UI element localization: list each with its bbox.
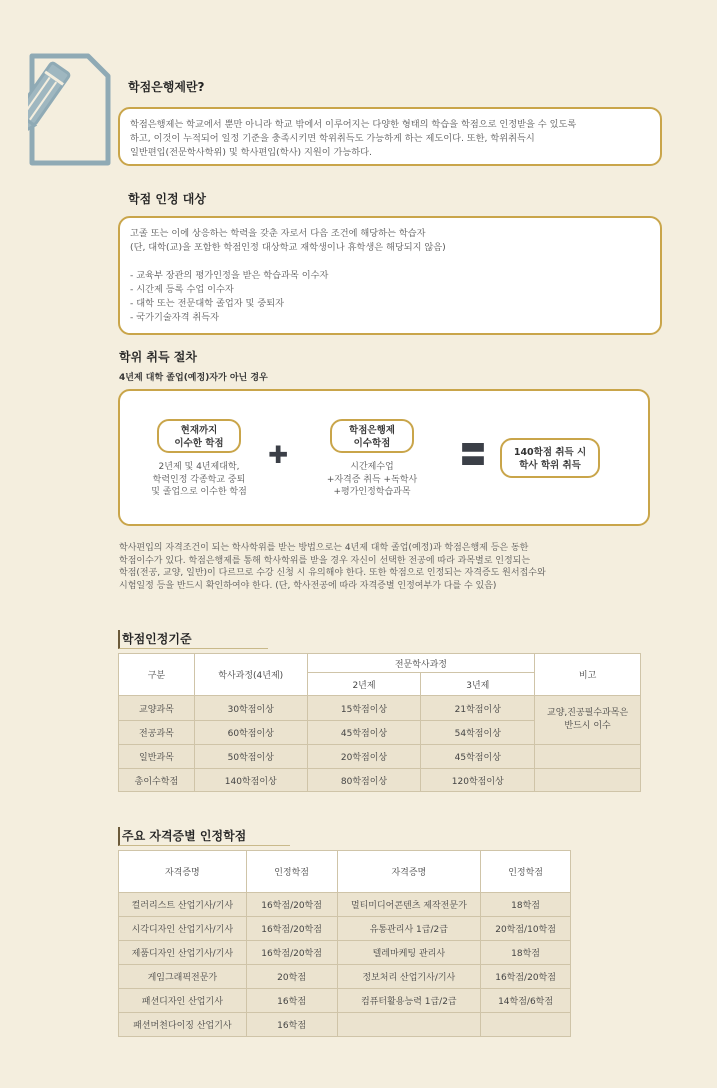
target-item: - 시간제 등록 수업 이수자	[130, 284, 234, 295]
cert-credit: 16학점	[246, 989, 337, 1013]
row-name: 총이수학점	[119, 769, 195, 792]
target-item: - 대학 또는 전문대학 졸업자 및 중퇴자	[130, 298, 284, 309]
result-box	[500, 438, 600, 478]
intro-line: 학점은행제는 학교에서 뿐만 아니라 학교 밖에서 이루어지는 다양한 형태의 학습을 학점으로 인정받을 수 있도록	[130, 119, 577, 130]
procedure-note	[119, 542, 679, 592]
target-line: 고졸 또는 이에 상응하는 학력을 갖춘 자로서 다음 조건에 해당하는 학습자	[130, 228, 426, 239]
target-box	[118, 216, 662, 335]
cert-credit: 16학점/20학점	[481, 965, 571, 989]
credit-bank-box	[330, 419, 414, 453]
cert-name: 게임그래픽전문가	[119, 965, 247, 989]
header-associate: 전문학사과정	[307, 654, 535, 673]
criteria-title: 학점인정기준	[118, 630, 268, 649]
target-item: - 국가기술자격 취득자	[130, 312, 220, 323]
cert-credit: 14학점/6학점	[481, 989, 571, 1013]
cert-credit: 16학점/20학점	[246, 941, 337, 965]
cell: 50학점이상	[194, 745, 307, 769]
intro-box	[118, 107, 662, 166]
note-line: 학사편입의 자격조건이 되는 학사학위를 받는 방법으로는 4년제 대학 졸업(예정)과 학점은행제 등은 동한	[119, 543, 529, 553]
header-cert: 자격증명	[119, 851, 247, 893]
intro-title: 학점은행제란?	[128, 80, 205, 94]
cert-credit: 20학점/10학점	[481, 917, 571, 941]
box-label: 현재까지	[180, 425, 218, 436]
header-three-year: 3년제	[421, 673, 535, 696]
note-line: 학점(전공, 교양, 일반)이 다르므로 수강 신청 시 유의해야 한다. 또한 학점으로 인정되는 자격증도 원서접수와	[119, 568, 546, 578]
box-label: 학점은행제	[349, 425, 395, 436]
desc-line: +자격증 취득 +독학사	[326, 474, 418, 485]
box-label: 이수한 학점	[174, 438, 224, 449]
target-line: (단, 대학(교)을 포함한 학점인정 대상학교 재학생이나 휴학생은 해당되지 않음)	[130, 242, 446, 253]
header-gubun: 구분	[119, 654, 195, 696]
certs-table	[118, 850, 571, 1037]
note-line: 시험일정 등을 반드시 확인하여야 한다. (단, 학사전공에 따라 자격증별 인정여부가 다를 수 있음)	[119, 580, 497, 591]
cert-name	[337, 1013, 481, 1037]
cell: 30학점이상	[194, 696, 307, 721]
row-name: 일반과목	[119, 745, 195, 769]
header-two-year: 2년제	[307, 673, 421, 696]
desc-line: 학력인정 각종학교 중퇴	[152, 474, 246, 485]
cert-credit: 18학점	[481, 941, 571, 965]
note-text: 교양,진공필수과목은	[547, 708, 629, 718]
cert-credit: 18학점	[481, 893, 571, 917]
empty-cell	[535, 769, 641, 792]
cert-name: 제품디자인 산업기사/기사	[119, 941, 247, 965]
cell: 54학점이상	[421, 721, 535, 745]
cert-credit: 20학점	[246, 965, 337, 989]
box-label: 이수학점	[353, 438, 391, 449]
cell: 20학점이상	[307, 745, 421, 769]
note-line: 학점이수가 있다. 학점은행제를 통해 학사학위를 받을 경우 자신이 선택한 전공에 따라 과목별로 인정되는	[119, 555, 531, 566]
procedure-title: 학위 취득 절차	[119, 350, 197, 364]
credit-bank-desc	[305, 461, 439, 499]
cell: 21학점이상	[421, 696, 535, 721]
row-name: 교양과목	[119, 696, 195, 721]
note-cell	[535, 696, 641, 745]
cell: 45학점이상	[421, 745, 535, 769]
pencil-document-icon	[28, 52, 112, 167]
desc-line: +평가인정학습과목	[333, 487, 411, 497]
desc-line: 2년제 및 4년제대학,	[158, 462, 240, 472]
intro-line: 일반편입(전문학사학위) 및 학사편입(학사) 지원이 가능하다.	[130, 147, 372, 158]
cert-name: 유통관리사 1급/2급	[337, 917, 481, 941]
cert-name: 정보처리 산업기사/기사	[337, 965, 481, 989]
cert-name: 패션머천다이징 산업기사	[119, 1013, 247, 1037]
header-credit: 인정학점	[246, 851, 337, 893]
cell: 80학점이상	[307, 769, 421, 792]
cert-name: 텔레마케팅 관리사	[337, 941, 481, 965]
intro-line: 하고, 이것이 누적되어 일정 기준을 충족시키면 학위취득도 가능하게 하는 제도이다. 또한, 학위취득시	[130, 133, 535, 144]
cert-credit	[481, 1013, 571, 1037]
cert-credit: 16학점/20학점	[246, 917, 337, 941]
cert-name: 패션디자인 산업기사	[119, 989, 247, 1013]
cell: 120학점이상	[421, 769, 535, 792]
cert-credit: 16학점	[246, 1013, 337, 1037]
cert-name: 멀티미디어콘텐츠 제작전문가	[337, 893, 481, 917]
criteria-table	[118, 653, 641, 792]
procedure-subtitle: 4년제 대학 졸업(예정)자가 아닌 경우	[119, 373, 268, 383]
header-note: 비고	[535, 654, 641, 696]
result-label: 140학점 취득 시	[513, 447, 587, 458]
cert-name: 컬러리스트 산업기사/기사	[119, 893, 247, 917]
header-credit: 인정학점	[481, 851, 571, 893]
certs-title: 주요 자격증별 인정학점	[118, 827, 290, 846]
cell: 45학점이상	[307, 721, 421, 745]
current-credits-desc	[132, 461, 266, 499]
cert-name: 컴퓨터활용능력 1급/2급	[337, 989, 481, 1013]
desc-line: 및 졸업으로 이수한 학점	[151, 487, 247, 497]
cert-name: 시각디자인 산업기사/기사	[119, 917, 247, 941]
empty-cell	[535, 745, 641, 769]
target-title: 학점 인정 대상	[128, 192, 206, 206]
cert-credit: 16학점/20학점	[246, 893, 337, 917]
current-credits-box	[157, 419, 241, 453]
cell: 60학점이상	[194, 721, 307, 745]
header-cert: 자격증명	[337, 851, 481, 893]
result-label: 학사 학위 취득	[519, 460, 581, 471]
cell: 15학점이상	[307, 696, 421, 721]
desc-line: 시간제수업	[350, 462, 394, 472]
equals-icon: 〓	[460, 441, 487, 471]
row-name: 전공과목	[119, 721, 195, 745]
header-bachelor: 학사과정(4년제)	[194, 654, 307, 696]
plus-icon: ✚	[268, 441, 289, 469]
cell: 140학점이상	[194, 769, 307, 792]
note-text: 반드시 이수	[564, 721, 611, 731]
target-item: - 교육부 장관의 평가인정을 받은 학습과목 이수자	[130, 270, 329, 281]
